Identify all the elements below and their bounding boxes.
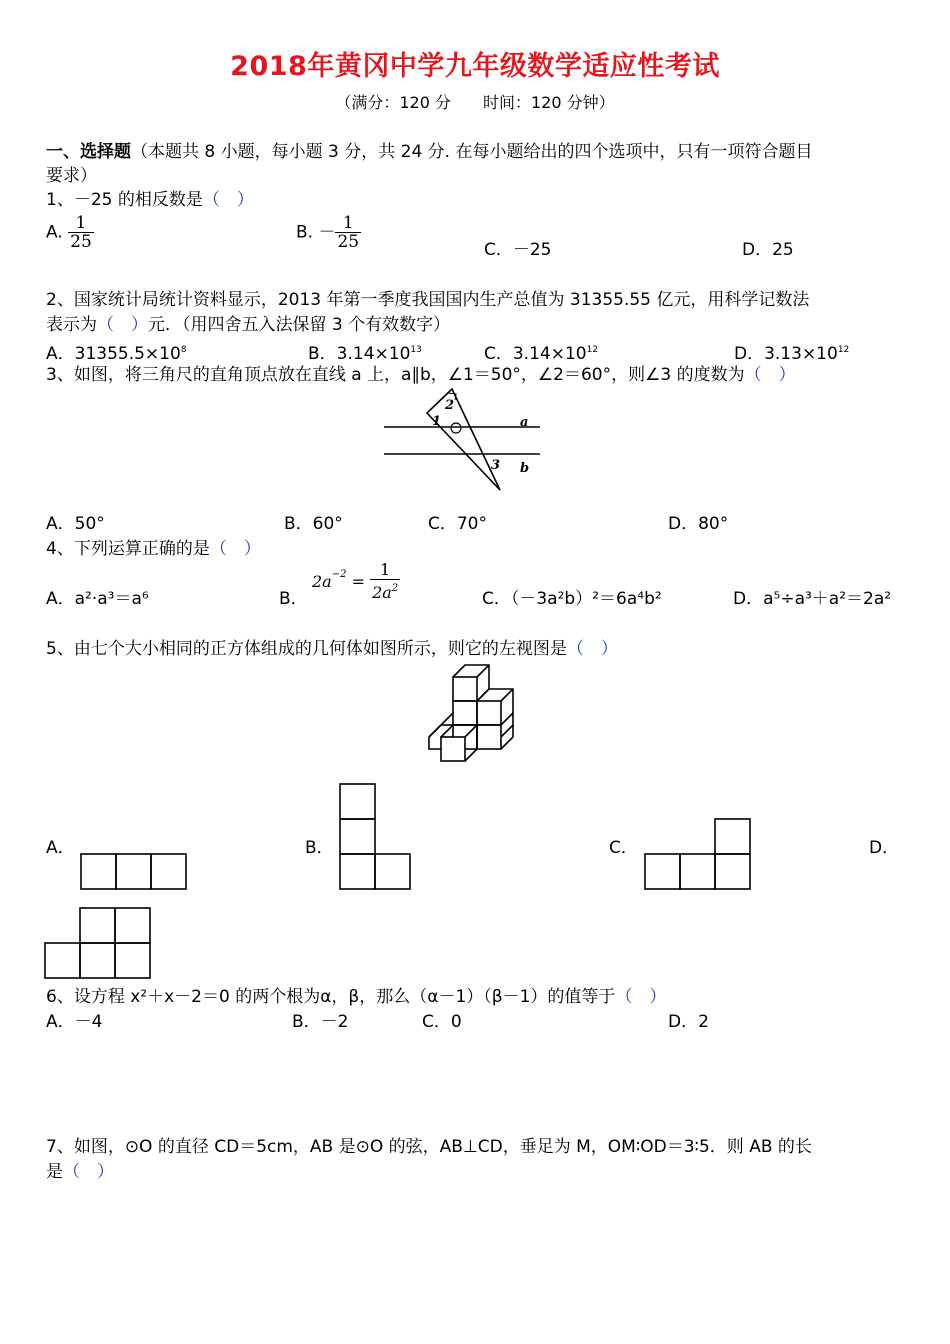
question-6-text: 6、设方程 x²＋x－2＝0 的两个根为α，β，那么（α－1）（β－1）的值等于 xyxy=(46,987,616,1007)
question-6 xyxy=(46,985,666,1009)
answer-bracket[interactable]: （ ） xyxy=(209,539,261,559)
q1-option-d[interactable]: D．25 xyxy=(742,240,794,260)
q4-option-d[interactable]: D．a⁵÷a³＋a²＝2a² xyxy=(733,589,892,609)
fraction-denominator: 25 xyxy=(70,232,92,252)
question-2-line2 xyxy=(46,313,450,337)
q6-option-a[interactable]: A．－4 xyxy=(46,1012,103,1032)
q5-option-c[interactable]: C． xyxy=(609,838,638,858)
expr-lhs: 2a xyxy=(312,572,332,591)
section-description-cont: 要求） xyxy=(46,166,97,186)
exponent: 12 xyxy=(837,345,850,355)
triangle-ruler xyxy=(427,389,500,490)
option-text: B．3.14×10 xyxy=(308,344,411,364)
fraction xyxy=(370,561,400,602)
question-3-text: 3、如图，将三角尺的直角顶点放在直线 a 上，a∥b，∠1＝50°，∠2＝60°，则∠3 的度数为 xyxy=(46,365,745,385)
fraction-numerator: 1 xyxy=(380,560,391,579)
q5-option-a[interactable]: A． xyxy=(46,838,75,858)
q5-option-d[interactable]: D． xyxy=(869,838,900,858)
question-2-line1: 2、国家统计局统计资料显示，2013 年第一季度我国国内生产总值为 31355.55 亿元，用科学记数法 xyxy=(46,290,810,310)
fraction-denominator: 25 xyxy=(337,232,360,252)
section-description: （本题共 8 小题，每小题 3 分，共 24 分. 在每小题给出的四个选项中，只有一项符合题目 xyxy=(131,142,813,162)
fig-label-a: a xyxy=(520,415,529,430)
q3-option-a[interactable]: A．50° xyxy=(46,514,105,534)
answer-bracket[interactable]: （ ） xyxy=(615,987,667,1007)
exponent: 8 xyxy=(180,345,187,355)
exponent: 12 xyxy=(586,345,599,355)
question-7-text: 是 xyxy=(46,1162,63,1182)
q5-option-a-view[interactable] xyxy=(80,853,188,891)
q2-option-b[interactable] xyxy=(308,338,422,366)
question-7-line1: 7、如图，⊙O 的直径 CD＝5cm，AB 是⊙O 的弦，AB⊥CD，垂足为 M，OM∶OD＝3∶5．则 AB 的长 xyxy=(46,1137,812,1157)
q6-option-c[interactable]: C．0 xyxy=(422,1012,462,1032)
q1-option-c[interactable]: C．－25 xyxy=(484,240,552,260)
q5-option-b[interactable]: B． xyxy=(305,838,334,858)
minus-sign: － xyxy=(318,222,336,243)
q1-option-a[interactable] xyxy=(46,214,94,251)
q4-option-c[interactable]: C．（－3a²b）²＝6a⁴b² xyxy=(482,589,662,609)
q3-option-c[interactable]: C．70° xyxy=(428,514,488,534)
q5-option-b-view[interactable] xyxy=(339,783,413,891)
fraction-denominator xyxy=(370,579,400,602)
expr-equals: = xyxy=(351,572,365,591)
option-text: A．31355.5×10 xyxy=(46,344,181,364)
fig-label-b: b xyxy=(520,461,530,476)
q2-option-a[interactable] xyxy=(46,338,187,366)
answer-bracket[interactable]: （ ） xyxy=(63,1162,114,1182)
fraction-numerator: 1 xyxy=(342,213,354,233)
q2-option-c[interactable] xyxy=(484,338,598,366)
fraction xyxy=(335,214,361,251)
fig-label-2: 2 xyxy=(445,398,455,413)
denominator-exponent: 2 xyxy=(391,583,399,594)
question-4-text: 4、下列运算正确的是 xyxy=(46,539,210,559)
q2-option-d[interactable] xyxy=(734,338,849,366)
q1-option-a-label: A. xyxy=(46,222,63,243)
answer-bracket[interactable]: （ ） xyxy=(97,315,148,335)
exponent: 13 xyxy=(410,345,422,355)
expr-lhs-exponent: −2 xyxy=(331,569,347,580)
question-4 xyxy=(46,537,261,561)
q5-cube-figure xyxy=(420,655,530,770)
q5-option-d-view[interactable] xyxy=(44,907,152,980)
fig-label-1: 1 xyxy=(432,414,442,429)
question-1 xyxy=(46,188,254,212)
page-subtitle: （满分：120 分 时间：120 分钟） xyxy=(335,93,615,112)
answer-bracket[interactable]: （ ） xyxy=(566,639,618,659)
answer-bracket[interactable]: （ ） xyxy=(202,190,254,210)
q6-option-b[interactable]: B．－2 xyxy=(292,1012,349,1032)
section-heading: 一、选择题 xyxy=(46,142,131,162)
q5-option-c-view[interactable] xyxy=(644,818,752,891)
q6-option-d[interactable]: D．2 xyxy=(668,1012,709,1032)
page-title: 2018年黄冈中学九年级数学适应性考试 xyxy=(230,51,720,82)
fraction xyxy=(68,214,94,251)
option-text: C．3.14×10 xyxy=(484,344,587,364)
denominator-base: 2a xyxy=(372,583,392,602)
question-5-text: 5、由七个大小相同的正方体组成的几何体如图所示，则它的左视图是 xyxy=(46,639,567,659)
section-heading-line xyxy=(46,140,813,164)
question-2-text-cont: 元．（用四舍五入法保留 3 个有效数字） xyxy=(148,315,451,335)
q4-option-a[interactable]: A．a²·a³＝a⁶ xyxy=(46,589,149,609)
circle-mark xyxy=(451,423,461,433)
question-5 xyxy=(46,637,618,661)
question-1-text: 1、－25 的相反数是 xyxy=(46,190,203,210)
q1-option-b[interactable] xyxy=(296,214,361,251)
question-7-line2 xyxy=(46,1160,114,1184)
fig-label-3: 3 xyxy=(491,458,501,473)
q1-option-b-label: B. xyxy=(296,222,314,243)
q3-option-b[interactable]: B．60° xyxy=(284,514,343,534)
q4-option-b-label[interactable]: B． xyxy=(279,589,308,609)
answer-bracket[interactable]: （ ） xyxy=(744,365,796,385)
option-text: D．3.13×10 xyxy=(734,344,838,364)
q4-option-b-expression[interactable] xyxy=(312,561,400,602)
fraction-numerator: 1 xyxy=(75,213,87,233)
question-2-text: 表示为 xyxy=(46,315,97,335)
q3-option-d[interactable]: D．80° xyxy=(668,514,729,534)
q3-figure xyxy=(370,380,560,495)
